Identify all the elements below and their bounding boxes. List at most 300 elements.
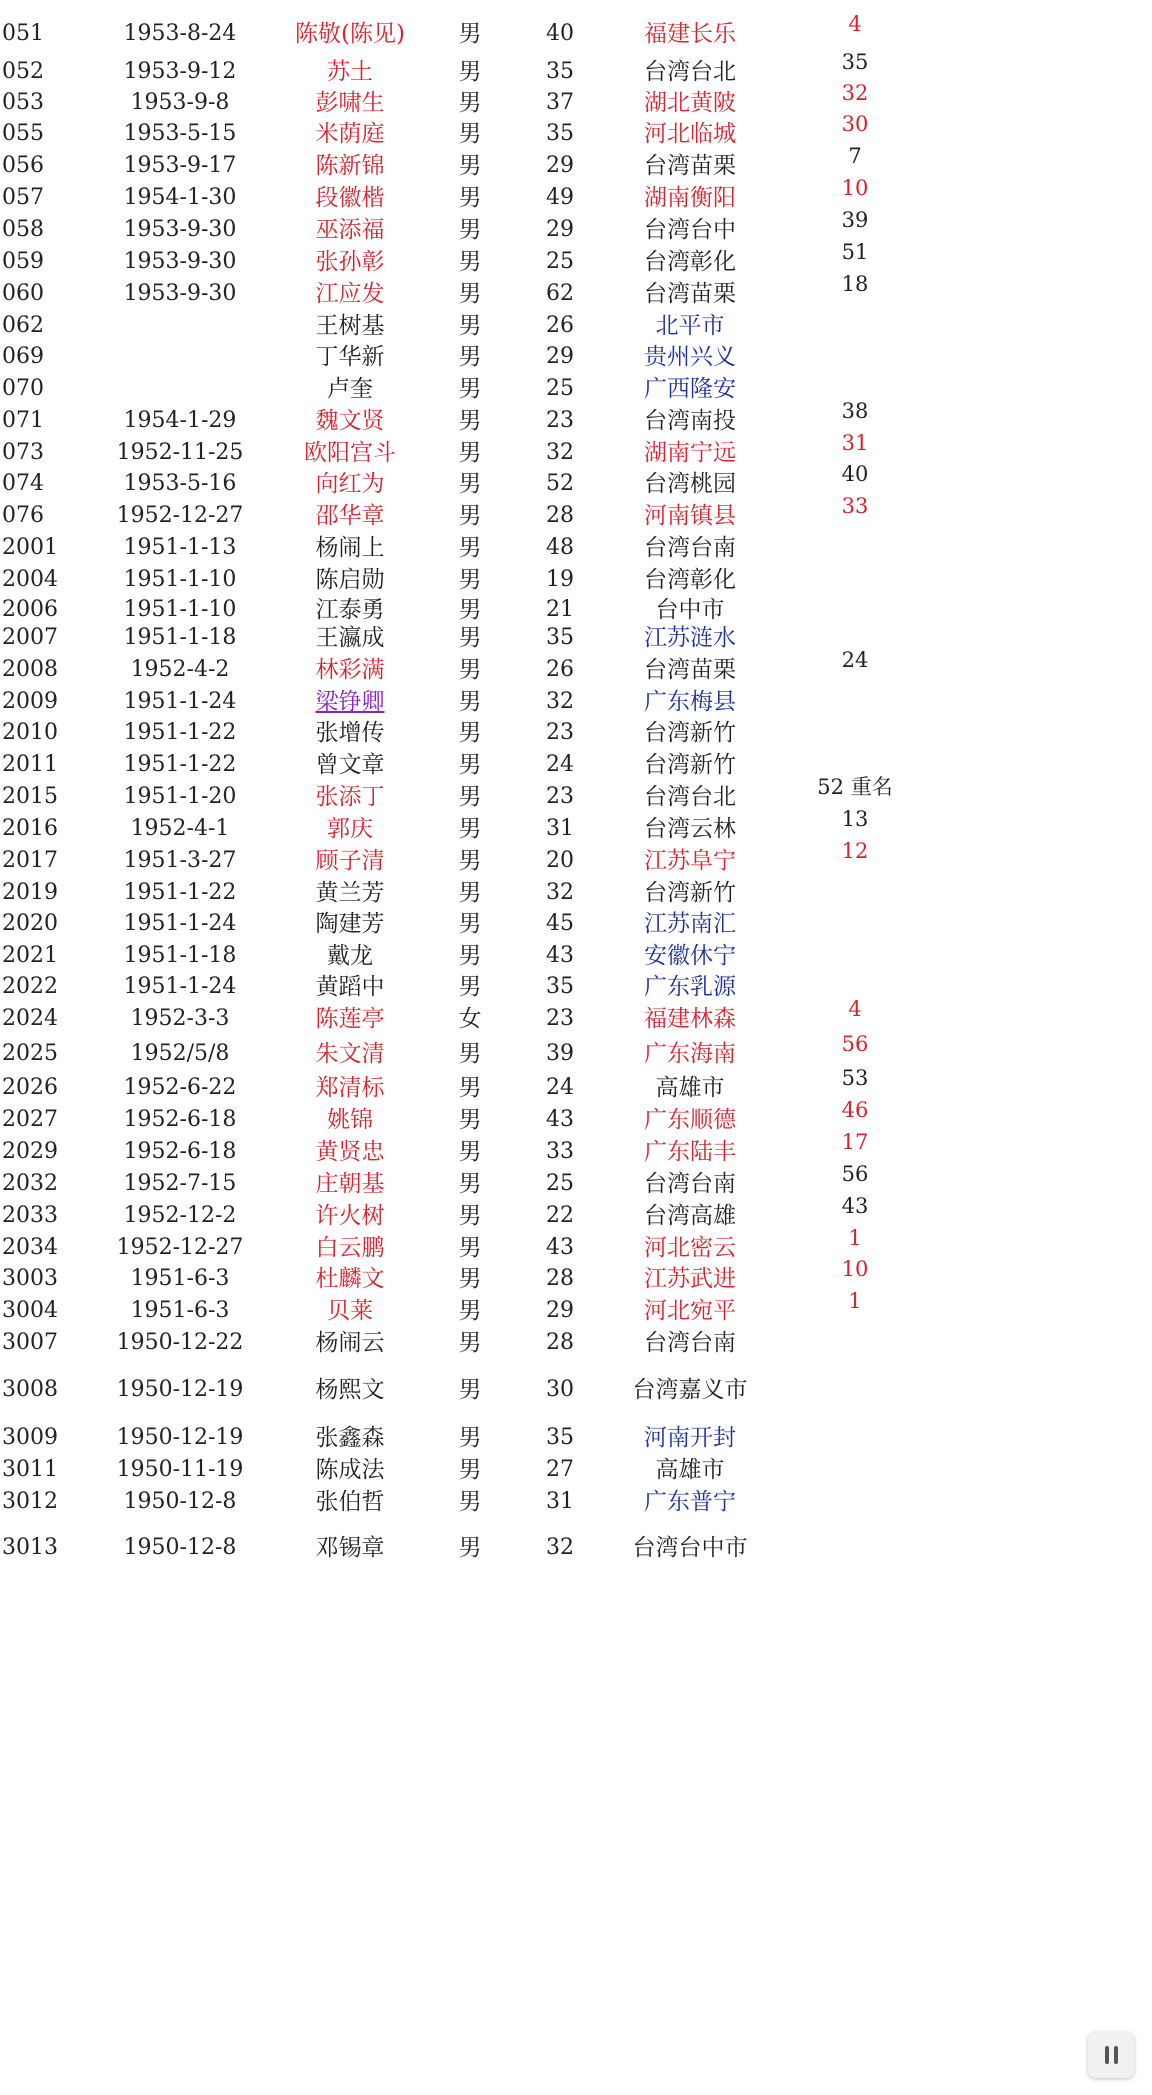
row-note <box>800 679 910 705</box>
row-age: 22 <box>546 1203 574 1228</box>
row-age: 32 <box>546 440 574 465</box>
row-id: 2017 <box>2 848 58 873</box>
row-note <box>800 303 910 329</box>
row-id: 069 <box>2 344 44 369</box>
row-date: 1951-1-18 <box>123 625 237 650</box>
row-place: 台湾高雄 <box>644 1203 736 1229</box>
row-id: 051 <box>2 21 44 46</box>
row-sex: 男 <box>458 1298 482 1324</box>
row-id: 2026 <box>2 1075 58 1100</box>
table-row <box>0 462 1152 501</box>
row-name: 彭啸生 <box>315 90 385 116</box>
row-name: 戴龙 <box>327 943 373 969</box>
row-id: 060 <box>2 281 44 306</box>
table-row <box>0 372 1152 406</box>
row-id: 2021 <box>2 943 58 968</box>
row-sex: 男 <box>458 185 482 211</box>
row-id: 055 <box>2 121 44 146</box>
row-id: 2027 <box>2 1107 58 1132</box>
row-note: 43 <box>841 1194 869 1218</box>
row-place: 广东陆丰 <box>644 1139 736 1165</box>
row-age: 45 <box>546 911 574 936</box>
row-date <box>95 340 265 374</box>
row-id: 3012 <box>2 1489 58 1514</box>
row-sex: 男 <box>458 597 482 623</box>
row-id: 3013 <box>2 1535 58 1560</box>
row-name[interactable]: 梁铮卿 <box>315 689 385 715</box>
table-row <box>0 240 1152 279</box>
row-sex: 男 <box>458 153 482 179</box>
row-age: 31 <box>546 816 574 841</box>
row-id: 3008 <box>2 1377 58 1402</box>
row-note <box>800 901 910 927</box>
row-age: 43 <box>546 1107 574 1132</box>
row-place: 河北密云 <box>644 1235 736 1261</box>
row-note <box>800 742 910 768</box>
row-place: 台湾台南 <box>644 535 736 561</box>
table-row <box>0 1130 1152 1169</box>
row-note: 17 <box>841 1130 869 1154</box>
table-row <box>0 1326 1152 1360</box>
row-id: 2020 <box>2 911 58 936</box>
row-age: 32 <box>546 880 574 905</box>
row-place: 贵州兴义 <box>644 344 736 370</box>
row-id: 2011 <box>2 752 58 777</box>
row-note <box>800 870 910 896</box>
row-name: 黄贤忠 <box>315 1139 385 1165</box>
row-id: 2010 <box>2 720 58 745</box>
row-date: 1953-9-30 <box>123 249 237 274</box>
table-row <box>0 1531 1152 1565</box>
row-place: 河南开封 <box>644 1425 736 1451</box>
row-age: 37 <box>546 90 574 115</box>
row-sex: 男 <box>458 1203 482 1229</box>
row-note: 56 <box>841 1032 869 1056</box>
row-age: 35 <box>546 974 574 999</box>
table-row <box>0 563 1152 597</box>
row-sex: 男 <box>458 720 482 746</box>
row-id: 2029 <box>2 1139 58 1164</box>
row-age: 35 <box>546 625 574 650</box>
table-row <box>0 1373 1152 1407</box>
pause-button[interactable] <box>1088 2032 1134 2078</box>
table-row <box>0 12 1152 51</box>
table-row <box>0 340 1152 374</box>
row-date: 1953-5-15 <box>123 121 237 146</box>
row-id: 062 <box>2 313 44 338</box>
row-place: 广东梅县 <box>644 689 736 715</box>
row-age: 62 <box>546 281 574 306</box>
row-place: 广东乳源 <box>644 974 736 1000</box>
table-row <box>0 775 1152 814</box>
row-sex: 男 <box>458 1235 482 1261</box>
table-row <box>0 531 1152 565</box>
row-place: 台湾嘉义市 <box>632 1377 748 1403</box>
row-sex: 男 <box>458 1139 482 1165</box>
row-id: 3009 <box>2 1425 58 1450</box>
table-row <box>0 1453 1152 1487</box>
row-date: 1950-11-19 <box>116 1457 244 1482</box>
row-date: 1950-12-8 <box>123 1535 237 1560</box>
table-row <box>0 399 1152 438</box>
row-sex: 男 <box>458 1457 482 1483</box>
row-place: 广西隆安 <box>644 376 736 402</box>
row-place: 福建长乐 <box>644 21 736 47</box>
row-date: 1952-7-15 <box>123 1171 237 1196</box>
row-place: 高雄市 <box>655 1457 725 1483</box>
row-name: 王瀛成 <box>315 625 385 651</box>
row-sex: 男 <box>458 1489 482 1515</box>
row-id: 076 <box>2 503 44 528</box>
row-age: 23 <box>546 720 574 745</box>
row-age: 26 <box>546 657 574 682</box>
row-note: 18 <box>841 272 869 296</box>
row-note <box>800 710 910 736</box>
row-age: 40 <box>546 21 574 46</box>
row-sex: 男 <box>458 943 482 969</box>
row-name: 杨熙文 <box>315 1377 385 1403</box>
row-id: 074 <box>2 471 44 496</box>
row-sex: 男 <box>458 90 482 116</box>
row-note: 38 <box>841 399 869 423</box>
table-row <box>0 648 1152 687</box>
row-place: 台湾苗栗 <box>644 153 736 179</box>
row-place: 江苏武进 <box>644 1266 736 1292</box>
table-row <box>0 112 1152 151</box>
row-note: 33 <box>841 494 869 518</box>
table-row <box>0 970 1152 1004</box>
row-sex: 男 <box>458 1377 482 1403</box>
row-sex: 男 <box>458 567 482 593</box>
row-id: 071 <box>2 408 44 433</box>
row-name: 王树基 <box>315 313 385 339</box>
row-id: 052 <box>2 59 44 84</box>
row-name: 许火树 <box>315 1203 385 1229</box>
table-row <box>0 748 1152 782</box>
row-age: 52 <box>546 471 574 496</box>
row-name: 陈新锦 <box>315 153 385 179</box>
row-sex: 男 <box>458 535 482 561</box>
row-id: 073 <box>2 440 44 465</box>
row-name: 郭庆 <box>327 816 373 842</box>
row-note: 10 <box>841 176 869 200</box>
row-age: 39 <box>546 1041 574 1066</box>
row-age: 29 <box>546 344 574 369</box>
row-date: 1952-6-18 <box>123 1107 237 1132</box>
row-sex: 男 <box>458 21 482 47</box>
row-date: 1951-6-3 <box>130 1298 230 1323</box>
row-name: 张伯哲 <box>315 1489 385 1515</box>
row-place: 河北临城 <box>644 121 736 147</box>
row-note: 46 <box>841 1098 869 1122</box>
table-row <box>0 208 1152 247</box>
row-place: 福建林森 <box>644 1006 736 1032</box>
table-row <box>0 144 1152 183</box>
row-date: 1952-4-2 <box>130 657 230 682</box>
row-name: 陈启勋 <box>315 567 385 593</box>
row-date: 1951-1-10 <box>123 567 237 592</box>
row-sex: 男 <box>458 1535 482 1561</box>
row-name: 贝莱 <box>327 1298 373 1324</box>
row-id: 2032 <box>2 1171 58 1196</box>
row-age: 35 <box>546 59 574 84</box>
row-note: 12 <box>841 839 869 863</box>
row-note <box>800 1525 910 1551</box>
row-date: 1953-8-24 <box>123 21 237 46</box>
table-row <box>0 1226 1152 1265</box>
row-place: 台湾桃园 <box>644 471 736 497</box>
row-age: 23 <box>546 784 574 809</box>
row-name: 杨闹上 <box>315 535 385 561</box>
row-place: 台湾南投 <box>644 408 736 434</box>
table-row <box>0 1162 1152 1201</box>
row-note: 10 <box>841 1257 869 1281</box>
row-place: 高雄市 <box>655 1075 725 1101</box>
row-name: 江应发 <box>315 281 385 307</box>
row-date: 1952-12-27 <box>116 1235 244 1260</box>
row-age: 48 <box>546 535 574 560</box>
row-id: 3003 <box>2 1266 58 1291</box>
row-date: 1953-9-17 <box>123 153 237 178</box>
row-place: 广东普宁 <box>644 1489 736 1515</box>
row-age: 32 <box>546 689 574 714</box>
row-id: 2022 <box>2 974 58 999</box>
row-name: 张孙彰 <box>315 249 385 275</box>
row-name: 邵华章 <box>315 503 385 529</box>
row-note: 24 <box>841 648 869 672</box>
row-date: 1952-6-22 <box>123 1075 237 1100</box>
row-date: 1952-11-25 <box>116 440 244 465</box>
row-place: 河北宛平 <box>644 1298 736 1324</box>
row-sex: 男 <box>458 1330 482 1356</box>
row-sex: 男 <box>458 408 482 434</box>
row-note <box>800 964 910 990</box>
row-place: 江苏南汇 <box>644 911 736 937</box>
row-name: 魏文贤 <box>315 408 385 434</box>
table-row <box>0 176 1152 215</box>
row-note <box>800 1367 910 1393</box>
row-sex: 男 <box>458 625 482 651</box>
row-name: 杨闹云 <box>315 1330 385 1356</box>
row-date: 1953-5-16 <box>123 471 237 496</box>
row-note: 1 <box>848 1226 862 1250</box>
row-date: 1951-1-22 <box>123 752 237 777</box>
row-age: 26 <box>546 313 574 338</box>
row-date: 1951-1-22 <box>123 880 237 905</box>
row-place: 湖南宁远 <box>644 440 736 466</box>
row-note <box>800 615 910 641</box>
table-row <box>0 907 1152 941</box>
row-sex: 男 <box>458 121 482 147</box>
row-name: 白云鹏 <box>315 1235 385 1261</box>
row-name: 丁华新 <box>315 344 385 370</box>
row-place: 广东海南 <box>644 1041 736 1067</box>
row-place: 台湾云林 <box>644 816 736 842</box>
row-date: 1953-9-12 <box>123 59 237 84</box>
row-date: 1951-1-13 <box>123 535 237 560</box>
row-date: 1951-1-18 <box>123 943 237 968</box>
row-age: 20 <box>546 848 574 873</box>
row-sex: 男 <box>458 1171 482 1197</box>
row-id: 2024 <box>2 1006 58 1031</box>
row-id: 3007 <box>2 1330 58 1355</box>
row-date: 1950-12-22 <box>116 1330 244 1355</box>
row-name: 巫添福 <box>315 217 385 243</box>
row-id: 2019 <box>2 880 58 905</box>
row-note: 53 <box>841 1066 869 1090</box>
row-name: 林彩满 <box>315 657 385 683</box>
row-place: 广东顺德 <box>644 1107 736 1133</box>
row-date: 1954-1-30 <box>123 185 237 210</box>
row-date: 1950-12-19 <box>116 1377 244 1402</box>
row-date <box>95 309 265 343</box>
table-row <box>0 1257 1152 1296</box>
row-date: 1951-1-22 <box>123 720 237 745</box>
row-name: 黄蹈中 <box>315 974 385 1000</box>
row-date: 1951-1-24 <box>123 974 237 999</box>
row-name: 卢奎 <box>327 376 373 402</box>
row-place: 湖北黄陂 <box>644 90 736 116</box>
row-note <box>800 366 910 392</box>
table-row <box>0 1032 1152 1071</box>
row-age: 21 <box>546 597 574 622</box>
row-date: 1951-1-10 <box>123 597 237 622</box>
row-name: 陶建芳 <box>315 911 385 937</box>
row-sex: 男 <box>458 816 482 842</box>
row-note: 30 <box>841 112 869 136</box>
row-age: 43 <box>546 943 574 968</box>
row-note <box>800 587 910 613</box>
row-date: 1952-3-3 <box>130 1006 230 1031</box>
row-note <box>800 525 910 551</box>
row-name: 庄朝基 <box>315 1171 385 1197</box>
table-row <box>0 1421 1152 1455</box>
row-id: 2001 <box>2 535 58 560</box>
row-id: 3004 <box>2 1298 58 1323</box>
row-age: 24 <box>546 752 574 777</box>
row-sex: 男 <box>458 752 482 778</box>
row-id: 3011 <box>2 1457 58 1482</box>
row-id: 053 <box>2 90 44 115</box>
row-name: 邓锡章 <box>315 1535 385 1561</box>
row-sex: 男 <box>458 440 482 466</box>
row-note: 1 <box>848 1289 862 1313</box>
table-row <box>0 1485 1152 1519</box>
row-sex: 男 <box>458 911 482 937</box>
table-row <box>0 272 1152 311</box>
row-note <box>800 1320 910 1346</box>
row-date: 1951-1-24 <box>123 689 237 714</box>
row-date <box>95 372 265 406</box>
row-age: 32 <box>546 1535 574 1560</box>
row-name: 朱文清 <box>315 1041 385 1067</box>
row-name: 顾子清 <box>315 848 385 874</box>
row-age: 28 <box>546 503 574 528</box>
table-row <box>0 839 1152 878</box>
row-note <box>800 557 910 583</box>
row-place: 台湾苗栗 <box>644 657 736 683</box>
row-age: 30 <box>546 1377 574 1402</box>
row-place: 台中市 <box>655 597 725 623</box>
row-sex: 男 <box>458 313 482 339</box>
table-row <box>0 1289 1152 1328</box>
row-sex: 男 <box>458 880 482 906</box>
row-sex: 女 <box>458 1006 482 1032</box>
row-age: 29 <box>546 1298 574 1323</box>
row-age: 31 <box>546 1489 574 1514</box>
row-age: 19 <box>546 567 574 592</box>
row-sex: 男 <box>458 344 482 370</box>
row-place: 台湾台北 <box>644 59 736 85</box>
row-place: 北平市 <box>655 313 725 339</box>
row-name: 欧阳宫斗 <box>304 440 396 466</box>
table-row <box>0 81 1152 120</box>
row-date: 1953-9-8 <box>130 90 230 115</box>
row-name: 苏土 <box>327 59 373 85</box>
row-name: 姚锦 <box>327 1107 373 1133</box>
row-sex: 男 <box>458 689 482 715</box>
row-place: 安徽休宁 <box>644 943 736 969</box>
row-sex: 男 <box>458 281 482 307</box>
pause-icon <box>1105 2046 1109 2064</box>
row-date: 1953-9-30 <box>123 217 237 242</box>
row-name: 杜麟文 <box>315 1266 385 1292</box>
row-age: 24 <box>546 1075 574 1100</box>
row-name: 陈莲亭 <box>315 1006 385 1032</box>
row-sex: 男 <box>458 1425 482 1451</box>
row-id: 2004 <box>2 567 58 592</box>
row-name: 黄兰芳 <box>315 880 385 906</box>
row-note: 4 <box>848 997 862 1021</box>
row-place: 台湾苗栗 <box>644 281 736 307</box>
row-date: 1953-9-30 <box>123 281 237 306</box>
row-age: 23 <box>546 1006 574 1031</box>
row-sex: 男 <box>458 503 482 529</box>
row-date: 1952/5/8 <box>130 1041 230 1066</box>
row-place: 江苏涟水 <box>644 625 736 651</box>
row-name: 陈敬(陈见) <box>295 21 405 47</box>
row-sex: 男 <box>458 657 482 683</box>
table-row <box>0 309 1152 343</box>
table-row <box>0 431 1152 470</box>
row-note: 52 重名 <box>817 775 893 799</box>
row-place: 台湾新竹 <box>644 880 736 906</box>
row-place: 江苏阜宁 <box>644 848 736 874</box>
row-age: 33 <box>546 1139 574 1164</box>
row-note: 4 <box>848 12 862 36</box>
row-name: 向红为 <box>315 471 385 497</box>
row-note: 7 <box>848 144 862 168</box>
row-sex: 男 <box>458 59 482 85</box>
row-age: 28 <box>546 1266 574 1291</box>
row-name: 段徽楷 <box>315 185 385 211</box>
row-name: 曾文章 <box>315 752 385 778</box>
row-date: 1952-12-2 <box>123 1203 237 1228</box>
row-name: 郑清标 <box>315 1075 385 1101</box>
table-row <box>0 876 1152 910</box>
table-row <box>0 1066 1152 1105</box>
row-date: 1951-1-20 <box>123 784 237 809</box>
row-sex: 男 <box>458 784 482 810</box>
row-date: 1951-6-3 <box>130 1266 230 1291</box>
row-date: 1951-1-24 <box>123 911 237 936</box>
row-id: 2007 <box>2 625 58 650</box>
table-row <box>0 716 1152 750</box>
row-note: 56 <box>841 1162 869 1186</box>
row-sex: 男 <box>458 471 482 497</box>
row-id: 070 <box>2 376 44 401</box>
row-place: 台湾新竹 <box>644 720 736 746</box>
